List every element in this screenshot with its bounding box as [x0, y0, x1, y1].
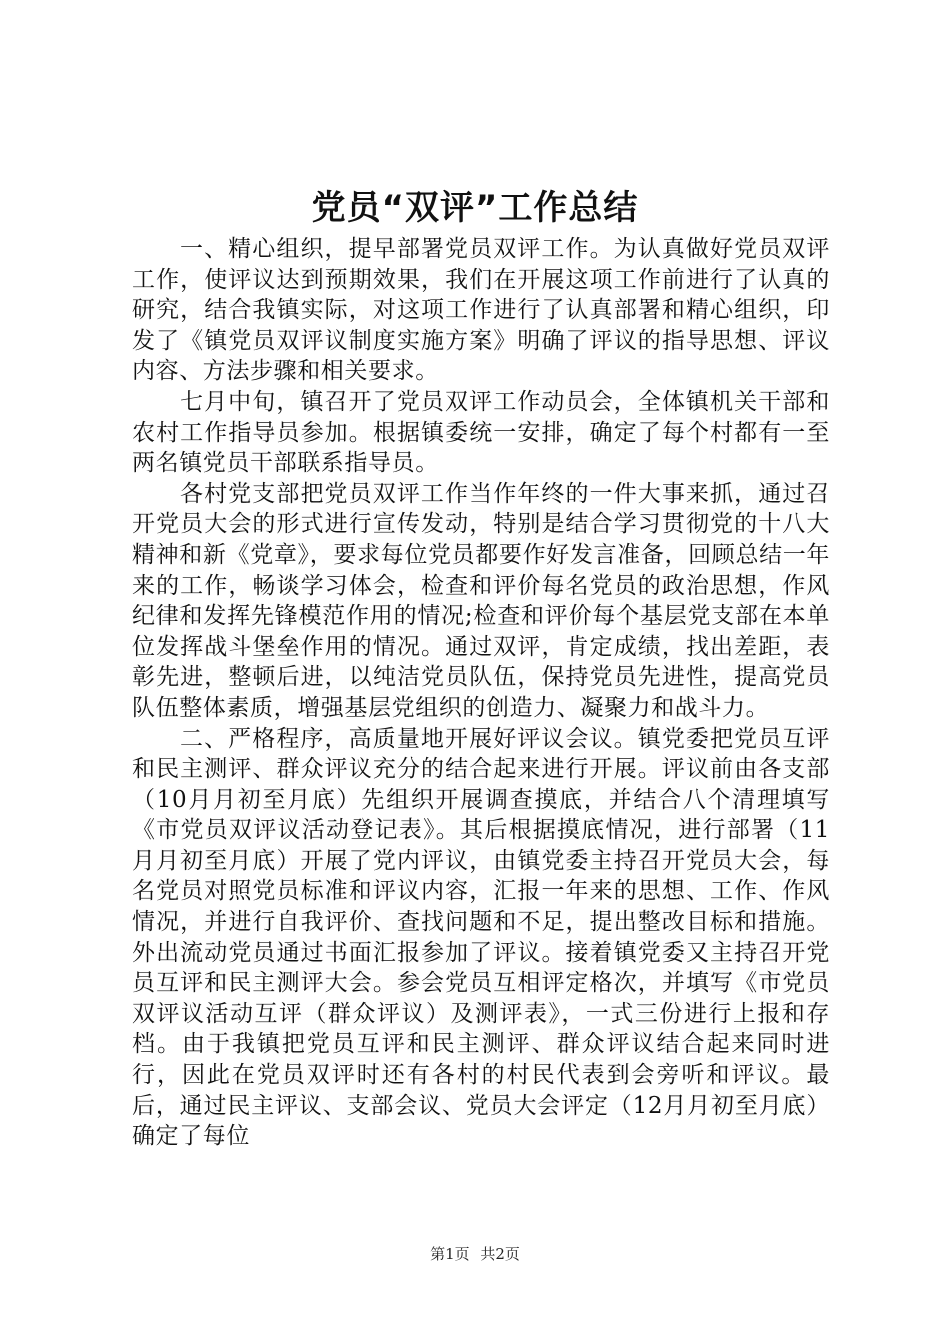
body-paragraph: 一、精心组织，提早部署党员双评工作。为认真做好党员双评工作，使评议达到预期效果，我们在开展这项工作前进行了认真的研究，结合我镇实际，对这项工作进行了认真部署和精心组织，印发了《镇党员双评议制度实施方案》明确了评议的指导思想、评议内容、方法步骤和相关要求。 — [132, 236, 830, 385]
page-total: 共2页 — [480, 1245, 520, 1263]
page-footer — [0, 1244, 950, 1264]
body-paragraph: 二、严格程序，高质量地开展好评议会议。镇党委把党员互评和民主测评、群众评议充分的结合起来进行开展。评议前由各支部（10月月初至月底）先组织开展调查摸底，并结合八个清理填写《市党员双评议活动登记表》。其后根据摸底情况，进行部署（11月月初至月底）开展了党内评议，由镇党委主持召开党员大会，每名党员对照党员标准和评议内容，汇报一年来的思想、工作、作风情况，并进行自我评价、查找问题和不足，提出整改目标和措施。外出流动党员通过书面汇报参加了评议。接着镇党委又主持召开党员互评和民主测评大会。参会党员互相评定格次，并填写《市党员双评议活动互评（群众评议）及测评表》，一式三份进行上报和存档。由于我镇把党员互评和民主测评、群众评议结合起来同时进行，因此在党员双评时还有各村的村民代表到会旁听和评议。最后，通过民主评议、支部会议、党员大会评定（12月月初至月底）确定了每位 — [132, 725, 830, 1150]
page-number: 第1页 — [430, 1245, 470, 1263]
body-paragraph: 七月中旬，镇召开了党员双评工作动员会，全体镇机关干部和农村工作指导员参加。根据镇委统一安排，确定了每个村都有一至两名镇党员干部联系指导员。 — [132, 388, 830, 477]
document-title: 党员“双评”工作总结 — [311, 188, 639, 228]
document-body — [132, 234, 830, 1152]
body-paragraph: 各村党支部把党员双评工作当作年终的一件大事来抓，通过召开党员大会的形式进行宣传发动，特别是结合学习贯彻党的十八大精神和新《党章》，要求每位党员都要作好发言准备，回顾总结一年来的工作，畅谈学习体会，检查和评价每名党员的政治思想，作风纪律和发挥先锋模范作用的情况;检查和评价每个基层党支部在本单位发挥战斗堡垒作用的情况。通过双评，肯定成绩，找出差距，表彰先进，整顿后进，以纯洁党员队伍，保持党员先进性，提高党员队伍整体素质，增强基层党组织的创造力、凝聚力和战斗力。 — [132, 480, 830, 721]
